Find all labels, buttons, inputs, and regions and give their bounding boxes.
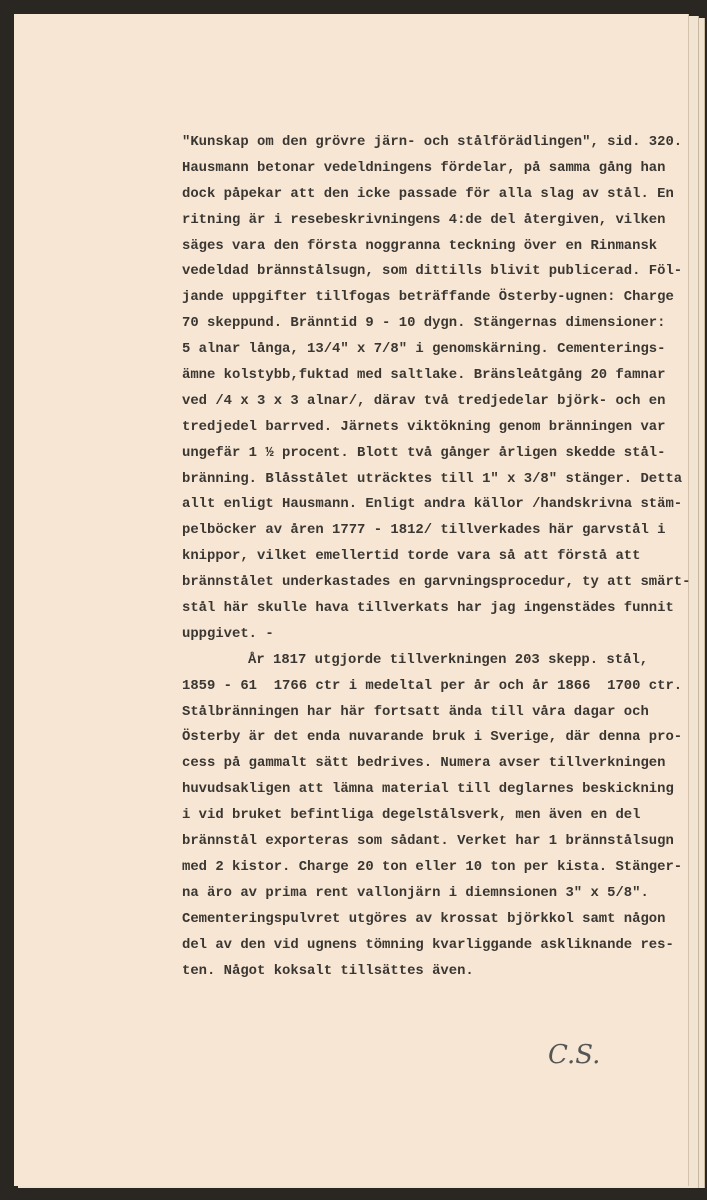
text-line: 1859 - 61 1766 ctr i medeltal per år och år 1866 1700 ctr. (182, 677, 683, 694)
text-line: 70 skeppund. Bränntid 9 - 10 dygn. Stängernas dimensioner: (182, 315, 666, 332)
text-line: knippor, vilket emellertid torde vara så att förstå att (182, 548, 641, 565)
typewritten-body (182, 130, 690, 984)
text-line: ämne kolstybb,fuktad med saltlake. Bränsleåtgång 20 famnar (182, 367, 666, 384)
text-line: Österby är det enda nuvarande bruk i Sverige, där denna pro- (182, 729, 683, 746)
text-line: huvudsakligen att lämna material till deglarnes beskickning (182, 781, 674, 798)
text-line: Hausmann betonar vedeldningens fördelar, på samma gång han (182, 159, 666, 176)
handwritten-signature: C.S. (548, 1040, 601, 1070)
text-line: Cementeringspulvret utgöres av krossat björkkol samt någon (182, 910, 666, 927)
text-line: År 1817 utgjorde tillverkningen 203 skepp. stål, (248, 651, 649, 668)
text-line: brännstålet underkastades en garvningsprocedur, ty att smärt- (182, 574, 691, 591)
text-line: uppgivet. - (182, 625, 274, 642)
text-line: tredjedel barrved. Järnets viktökning genom bränningen var (182, 418, 666, 435)
text-line: med 2 kistor. Charge 20 ton eller 10 ton per kista. Stänger- (182, 858, 683, 875)
text-line: cess på gammalt sätt bedrives. Numera avser tillverkningen (182, 755, 666, 772)
text-line: ten. Något koksalt tillsättes även. (182, 962, 474, 979)
text-line: jande uppgifter tillfogas beträffande Österby-ugnen: Charge (182, 289, 674, 306)
text-line: pelböcker av åren 1777 - 1812/ tillverkades här garvstål i (182, 522, 666, 539)
text-line: 5 alnar långa, 13/4" x 7/8" i genomskärning. Cementerings- (182, 341, 666, 358)
text-line: bränning. Blåsstålet uträcktes till 1" x 3/8" stänger. Detta (182, 470, 683, 487)
text-line: vedeldad brännstålsugn, som dittills blivit publicerad. Föl- (182, 263, 683, 280)
text-line: "Kunskap om den grövre järn- och stålförädlingen", sid. 320. (182, 134, 683, 150)
text-line: ungefär 1 ½ procent. Blott två gånger årligen skedde stål- (182, 444, 666, 461)
text-line: Stålbränningen har här fortsatt ända till våra dagar och (182, 703, 649, 720)
text-line: brännstål exporteras som sådant. Verket har 1 brännstålsugn (182, 833, 674, 850)
text-line: ved /4 x 3 x 3 alnar/, därav två tredjedelar björk- och en (182, 392, 666, 409)
text-line: allt enligt Hausmann. Enligt andra källor /handskrivna stäm- (182, 496, 683, 513)
text-line: i vid bruket befintliga degelstålsverk, men även en del (182, 807, 641, 824)
text-line: stål här skulle hava tillverkats har jag ingenstädes funnit (182, 600, 674, 617)
text-line: ritning är i resebeskrivningens 4:de del återgiven, vilken (182, 211, 666, 228)
text-line: del av den vid ugnens tömning kvarliggande askliknande res- (182, 936, 674, 953)
text-line: dock påpekar att den icke passade för alla slag av stål. En (182, 185, 674, 202)
text-line: na äro av prima rent vallonjärn i diemnsionen 3" x 5/8". (182, 884, 649, 901)
text-line: säges vara den första noggranna teckning över en Rinmansk (182, 237, 658, 254)
